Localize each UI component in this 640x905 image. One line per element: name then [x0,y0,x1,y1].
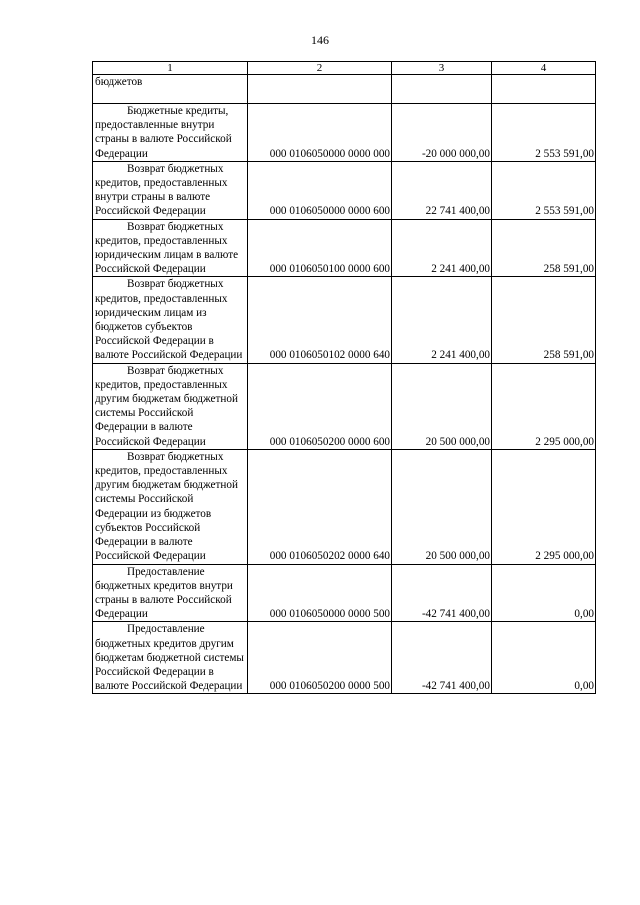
budget-table [92,61,596,694]
row-name [93,161,248,219]
row-code: 000 0106050200 0000 500 [248,622,392,694]
row-col4: 2 295 000,00 [492,363,596,449]
row-name-first-line: Предоставление [127,565,205,578]
row-col3: 2 241 400,00 [392,277,492,363]
row-name-rest: кредитов, предоставленных другим бюджетам бюджетной системы Российской Федерации из бюджетов субъектов Российской Федерации в валюте Российской Федерации [95,465,238,563]
row-code: 000 0106050102 0000 640 [248,277,392,363]
row-code: 000 0106050100 0000 600 [248,219,392,277]
row-name-rest: кредитов, предоставленных юридическим лицам в валюте Российской Федерации [95,234,239,276]
row-name [93,219,248,277]
row-name-rest: предоставленные внутри страны в валюте Российской Федерации [95,119,232,160]
row-col3: -20 000 000,00 [392,104,492,162]
row-col3: 20 500 000,00 [392,449,492,564]
table-row [93,622,596,694]
row-name-first-line: Возврат бюджетных [127,364,224,377]
row-code: 000 0106050000 0000 600 [248,161,392,219]
row-code: 000 0106050200 0000 600 [248,363,392,449]
table-row [93,161,596,219]
empty-cell [392,75,492,104]
table-row [93,219,596,277]
row-col3: 22 741 400,00 [392,161,492,219]
table-header-row [93,62,596,75]
row-name-first-line: Предоставление [127,623,205,636]
row-col4: 0,00 [492,564,596,622]
header-col-2: 2 [248,62,392,75]
table-row [93,449,596,564]
row-col3: -42 741 400,00 [392,564,492,622]
row-name-first-line: Возврат бюджетных [127,278,224,291]
table-row [93,363,596,449]
row-col4: 258 591,00 [492,219,596,277]
page-number: 146 [311,33,329,47]
row-col4: 2 295 000,00 [492,449,596,564]
row-name [93,363,248,449]
row-code: 000 0106050000 0000 000 [248,104,392,162]
row-name-first-line: Бюджетные кредиты, [127,105,229,117]
row-col4: 2 553 591,00 [492,104,596,162]
row-name-rest: бюджетных кредитов другим бюджетам бюджетной системы Российской Федерации в валюте Российской Федерации [95,637,244,693]
row-code: 000 0106050000 0000 500 [248,564,392,622]
row-name-rest: бюджетных кредитов внутри страны в валюте Российской Федерации [95,579,233,621]
row-name-first-line: Возврат бюджетных [127,450,224,463]
row-name-first-line: Возврат бюджетных [127,220,224,233]
row-name [93,622,248,694]
empty-cell [248,75,392,104]
row-name [93,564,248,622]
row-name-rest: кредитов, предоставленных внутри страны в валюте Российской Федерации [95,177,228,218]
row-code: 000 0106050202 0000 640 [248,449,392,564]
header-col-4: 4 [492,62,596,75]
row-col3: 20 500 000,00 [392,363,492,449]
row-name-rest: кредитов, предоставленных юридическим лицам из бюджетов субъектов Российской Федерации в валюте Российской Федерации [95,292,243,362]
row-name [93,277,248,363]
table-row [93,104,596,162]
row-name [93,104,248,162]
row-col3: -42 741 400,00 [392,622,492,694]
row-name-rest: кредитов, предоставленных другим бюджетам бюджетной системы Российской Федерации в валюте Российской Федерации [95,378,238,448]
row-col3: 2 241 400,00 [392,219,492,277]
table-row [93,277,596,363]
continuation-text: бюджетов [93,75,248,104]
header-col-1: 1 [93,62,248,75]
table-row [93,564,596,622]
row-name [93,449,248,564]
row-col4: 2 553 591,00 [492,161,596,219]
continuation-row [93,75,596,104]
row-name-first-line: Возврат бюджетных [127,162,224,175]
empty-cell [492,75,596,104]
row-col4: 0,00 [492,622,596,694]
header-col-3: 3 [392,62,492,75]
row-col4: 258 591,00 [492,277,596,363]
